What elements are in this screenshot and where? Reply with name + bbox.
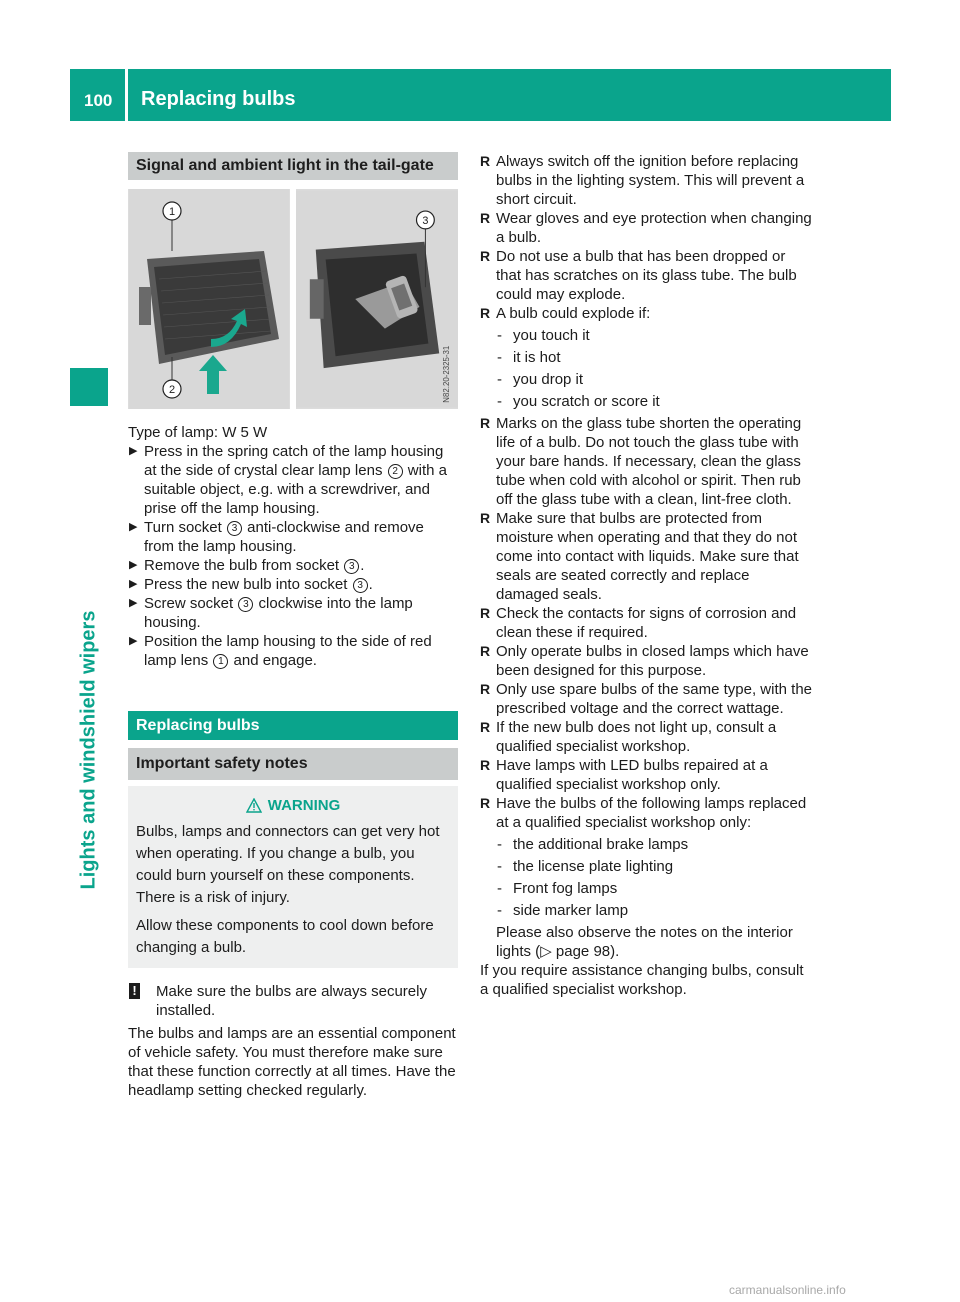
- bullet-marker: R: [480, 415, 491, 431]
- page-reference-link[interactable]: page 98: [555, 943, 611, 960]
- header-divider: [125, 69, 128, 121]
- step-4: ▶ Press the new bulb into socket 3 .: [129, 576, 373, 593]
- ref-callout: 2: [388, 464, 403, 479]
- note-installed: ! Make sure the bulbs are always securely installed.: [128, 982, 458, 1020]
- photo-lamp-housing-rear: [296, 189, 458, 409]
- bullet-marker: R: [480, 643, 491, 659]
- bullet-marker: R: [480, 681, 491, 697]
- bullet-contacts: R Check the contacts for signs of corrosion and clean these if required.: [480, 605, 797, 641]
- bullet-marker: R: [480, 510, 491, 526]
- bullet-ignition: R Always switch off the ignition before replacing bulbs in the lighting system. This will prevent a short circuit.: [480, 153, 805, 208]
- closing-paragraph: If you require assistance changing bulbs, consult a qualified specialist workshop.: [480, 962, 804, 998]
- left-column: [128, 152, 458, 1100]
- section-title-safety-notes: Important safety notes: [128, 748, 458, 780]
- bullet-workshop-lamps: R Have the bulbs of the following lamps replaced at a qualified specialist workshop only:: [480, 795, 807, 831]
- header-title: Replacing bulbs: [141, 88, 296, 110]
- step-arrow-icon: ▶: [129, 521, 138, 533]
- bullet-led: R Have lamps with LED bulbs repaired at a qualified specialist workshop only.: [480, 757, 768, 793]
- callout-3: 3: [422, 214, 429, 227]
- warning-title: WARNING: [136, 796, 450, 815]
- ref-callout: 1: [213, 654, 228, 669]
- bullet-no-light: R If the new bulb does not light up, consult a qualified specialist workshop.: [480, 719, 777, 755]
- bullet-marker: R: [480, 210, 491, 226]
- exclamation-icon: !: [129, 983, 140, 999]
- bullet-marks: R Marks on the glass tube shorten the operating life of a bulb. Do not touch the glass tube with your bare hands. If necessary, clean the glass tube when cold with alcohol or spirit. Then rub off the glass tube with a clean, lint-free cloth.: [480, 415, 802, 508]
- step-6: ▶ Position the lamp housing to the side of red lamp lens 1 and engage.: [129, 633, 432, 669]
- warning-box: [128, 786, 458, 968]
- bullet-marker: R: [480, 248, 491, 264]
- ref-callout: 3: [227, 521, 242, 536]
- step-1: ▶ Press in the spring catch of the lamp housing at the side of crystal clear lamp lens 2 with a suitable object, e.g. with a screwdriver, and prise off the lamp housing.: [129, 443, 447, 517]
- ref-callout: 3: [238, 597, 253, 612]
- instruction-steps: [128, 442, 458, 670]
- bullet-marker: R: [480, 719, 491, 735]
- step-2: ▶ Turn socket 3 anti-clockwise and remove from the lamp housing.: [129, 519, 424, 555]
- bullet-closed-lamps: R Only operate bulbs in closed lamps which have been designed for this purpose.: [480, 643, 809, 679]
- bullet-moisture: R Make sure that bulbs are protected from moisture when operating and that they do not come into contact with liquids. Make sure that seals are seated correctly and replace damaged seals.: [480, 510, 799, 603]
- warning-triangle-icon: [246, 798, 262, 813]
- warning-text-2: Allow these components to cool down before changing a bulb.: [136, 917, 434, 956]
- right-column: [480, 152, 812, 999]
- dash-item: - you drop it: [497, 371, 584, 388]
- warning-text-1: Bulbs, lamps and connectors can get very hot when operating. If you change a bulb, you could burn yourself on these components. There is a risk of injury.: [136, 823, 440, 906]
- dash-item: - you touch it: [497, 327, 590, 344]
- dash-item: - the additional brake lamps: [497, 836, 689, 853]
- bullet-dropped: R Do not use a bulb that has been dropped or that has scratches on its glass tube. The bulb could may explode.: [480, 248, 797, 303]
- bullet-marker: R: [480, 153, 491, 169]
- side-section-label: Lights and windshield wipers: [77, 610, 100, 890]
- side-tab-marker: [70, 368, 108, 406]
- figure-lamp-housing: [128, 189, 458, 409]
- essential-safety-paragraph: The bulbs and lamps are an essential component of vehicle safety. You must therefore make sure that these function correctly at all times. Have the headlamp setting checked regularly.: [128, 1025, 456, 1099]
- step-3: ▶ Remove the bulb from socket 3 .: [129, 557, 365, 574]
- bullet-explode: R A bulb could explode if:: [480, 305, 651, 322]
- step-arrow-icon: ▶: [129, 635, 138, 647]
- figure-code: N82.20-2325-31: [442, 345, 452, 403]
- bullet-marker: R: [480, 605, 491, 621]
- bullet-marker: R: [480, 757, 491, 773]
- step-arrow-icon: ▶: [129, 578, 138, 590]
- dash-item: - you scratch or score it: [497, 393, 660, 410]
- bullet-gloves: R Wear gloves and eye protection when changing a bulb.: [480, 210, 812, 246]
- watermark: carmanualsonline.info: [729, 1283, 846, 1297]
- section-title-replacing-bulbs: Replacing bulbs: [128, 711, 458, 740]
- interior-lights-note: Please also observe the notes on the interior lights (▷ page 98).: [496, 924, 793, 960]
- lamp-type: Type of lamp: W 5 W: [128, 424, 268, 441]
- ref-callout: 3: [353, 578, 368, 593]
- photo-lamp-housing-front: [128, 189, 290, 409]
- dash-item: - the license plate lighting: [497, 858, 674, 875]
- page-ref-arrow-icon: ▷: [540, 943, 552, 960]
- bullet-marker: R: [480, 305, 491, 321]
- step-arrow-icon: ▶: [129, 597, 138, 609]
- bullet-marker: R: [480, 795, 491, 811]
- page-number: 100: [84, 91, 113, 110]
- step-arrow-icon: ▶: [129, 445, 138, 457]
- dash-item: - it is hot: [497, 349, 561, 366]
- bullet-spare-bulbs: R Only use spare bulbs of the same type, with the prescribed voltage and the correct wattage.: [480, 681, 813, 717]
- callout-1: 1: [168, 206, 176, 218]
- dash-item: - side marker lamp: [497, 902, 629, 919]
- callout-2: 2: [168, 384, 176, 396]
- ref-callout: 3: [344, 559, 359, 574]
- lamp-socket-illustration: [296, 189, 458, 409]
- lamp-housing-illustration: [128, 189, 290, 409]
- step-5: ▶ Screw socket 3 clockwise into the lamp housing.: [129, 595, 413, 631]
- step-arrow-icon: ▶: [129, 559, 138, 571]
- dash-item: - Front fog lamps: [497, 880, 618, 897]
- section-title-signal-light: Signal and ambient light in the tail-gate: [128, 152, 458, 180]
